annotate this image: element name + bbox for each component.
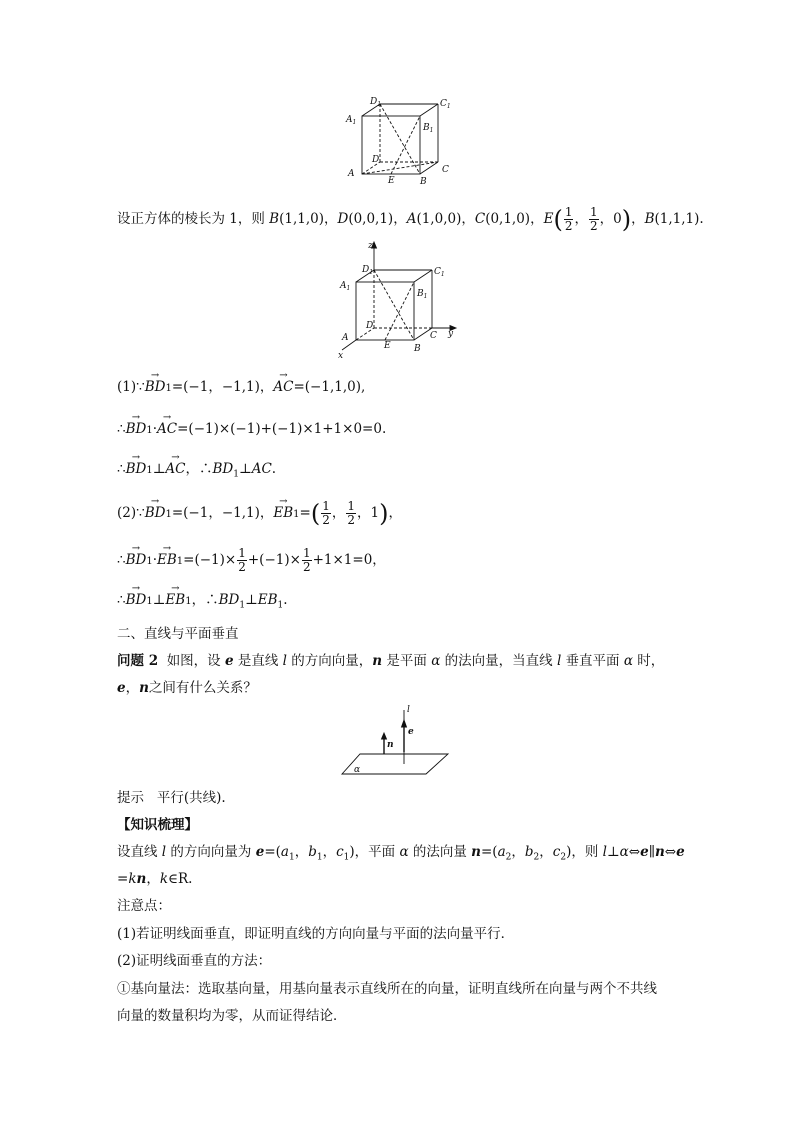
hint: 提示 平行(共线).	[117, 790, 226, 806]
label-D1: $D_1$	[370, 97, 382, 108]
note-heading: 注意点：	[117, 898, 171, 914]
label-B1: $B_1$	[417, 289, 428, 300]
coordinates-line: 设正方体的棱长为 1，则 B(1,1,0)，D(0,0,1)，A(1,0,0)，C(0,1,0)，E( $\frac{1}{2}$ ， $\frac{1}{2}$ ，0)，B(1,1,1).	[117, 205, 704, 234]
cube-front-face	[362, 116, 420, 174]
label-A: A	[342, 333, 349, 343]
label-e: e	[408, 727, 414, 737]
label-B1: $B_1$	[423, 123, 434, 134]
note-1: (1)若证明线面垂直，即证明直线的方向向量与平面的法向量平行．	[117, 926, 515, 942]
label-C1: $C_1$	[434, 267, 445, 278]
solution-1-line: (1)∵→ BD1=(−1，−1,1)，→ AC=(−1,1,0),	[117, 378, 365, 398]
label-C: C	[430, 331, 437, 341]
knowledge-heading: 【知识梳理】	[117, 817, 198, 833]
label-C1: $C_1$	[440, 99, 451, 110]
label-C: C	[442, 165, 449, 175]
label-A1: $A_1$	[346, 115, 357, 126]
label-n: n	[387, 740, 394, 750]
label-l: l	[407, 705, 410, 715]
label-D: D	[366, 321, 374, 331]
dot-product-line: ∴→ BD1·→ AC=(−1)×(−1)+(−1)×1+1×0=0.	[117, 420, 386, 440]
note-2: (2)证明线面垂直的方法：	[117, 953, 272, 969]
note-3a: ①基向量法：选取基向量，用基向量表示直线所在的向量，证明直线所在向量与两个不共线	[117, 981, 657, 997]
knowledge-line-2: =kn，k∈R.	[117, 871, 193, 887]
dot-product-line-2: ∴→ BD1·→ EB1=(−1)× $\frac{1}{2}$ +(−1)× $\frac{1}{2}$ +1×1=0，	[117, 547, 386, 574]
label-y: y	[448, 329, 454, 339]
cube-figure-1	[340, 96, 460, 188]
label-B: B	[414, 344, 421, 354]
label-alpha: α	[354, 765, 361, 775]
question-2-line-2: e，n之间有什么关系？	[117, 680, 257, 696]
question-2: 问题 2 如图，设 e 是直线 l 的方向向量，n 是平面 α 的法向量，当直线 l 垂直平面 α 时，	[117, 653, 665, 669]
label-B: B	[420, 177, 427, 187]
label-E: E	[384, 341, 391, 351]
label-A1: $A_1$	[340, 281, 351, 292]
label-D: D	[372, 155, 380, 165]
plane-normal-figure	[340, 702, 480, 782]
perp-conclusion-line: ∴→ BD1⊥→ AC，$\therefore BD_1\perp AC$.	[117, 460, 276, 484]
cube-figure-2	[334, 240, 464, 360]
knowledge-line-1: 设直线 l 的方向向量为 $e=(a_1$，$b_1$，$c_1$)，平面 α 的法向量 $n=(a_2$，$b_2$，$c_2$)，则 l⊥α⇔e∥n⇔e	[117, 844, 685, 863]
label-A: A	[348, 169, 355, 179]
note-3b: 向量的数量积均为零，从而证得结论．	[117, 1008, 347, 1024]
label-x: x	[338, 351, 344, 360]
perp-conclusion-line-2: ∴→ BD1⊥→ EB1，$\therefore BD_1\perp EB_1$.	[117, 591, 288, 615]
solution-2-line: (2)∵→ BD1=(−1，−1,1)，→ EB1=( $\frac{1}{2}$ ， $\frac{1}{2}$ ，1)，	[117, 500, 402, 527]
label-E: E	[388, 176, 395, 186]
label-D1: $D_1$	[362, 265, 374, 276]
section-heading: 二、直线与平面垂直	[117, 626, 239, 642]
label-z: z	[368, 241, 373, 251]
